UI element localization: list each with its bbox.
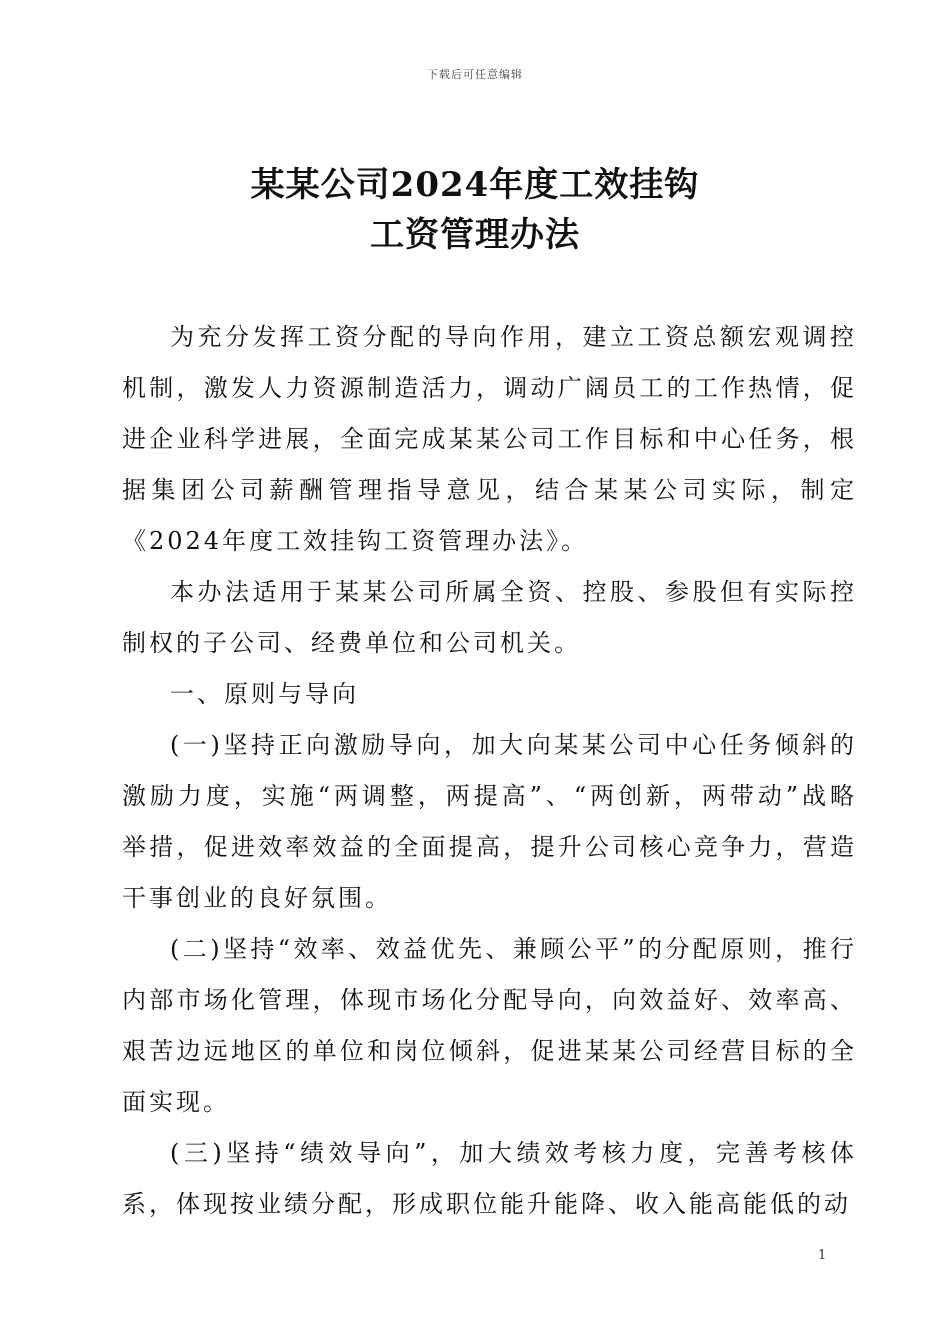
title-line-1: 某某公司2024年度工效挂钩 <box>250 165 700 205</box>
paragraph-item-3: (三)坚持“绩效导向”，加大绩效考核力度，完善考核体系，体现按业绩分配，形成职位能升能降、收入能高能低的动 <box>122 1139 857 1218</box>
section-heading: 一、原则与导向 <box>170 680 359 708</box>
document-body <box>122 312 857 1230</box>
paragraph-item-2: (二)坚持“效率、效益优先、兼顾公平”的分配原则，推行内部市场化管理，体现市场化分配导向，向效益好、效率高、艰苦边远地区的单位和岗位倾斜，促进某某公司经营目标的全面实现。 <box>122 935 857 1116</box>
paragraph-intro: 为充分发挥工资分配的导向作用，建立工资总额宏观调控机制，激发人力资源制造活力，调动广阔员工的工作热情，促进企业科学进展，全面完成某某公司工作目标和中心任务，根据集团公司薪酬管理指导意见，结合某某公司实际，制定《2024年度工效挂钩工资管理办法》。 <box>122 323 857 555</box>
page-number: 1 <box>818 1248 827 1263</box>
paragraph-scope: 本办法适用于某某公司所属全资、控股、参股但有实际控制权的子公司、经费单位和公司机关。 <box>122 578 857 657</box>
document-title <box>0 160 950 260</box>
paragraph-item-1: (一)坚持正向激励导向，加大向某某公司中心任务倾斜的激励力度，实施“两调整，两提高”、“两创新，两带动”战略举措，促进效率效益的全面提高，提升公司核心竞争力，营造干事创业的良好氛围。 <box>122 731 857 912</box>
header-note: 下载后可任意编辑 <box>427 68 523 81</box>
title-line-2: 工资管理办法 <box>370 215 580 255</box>
